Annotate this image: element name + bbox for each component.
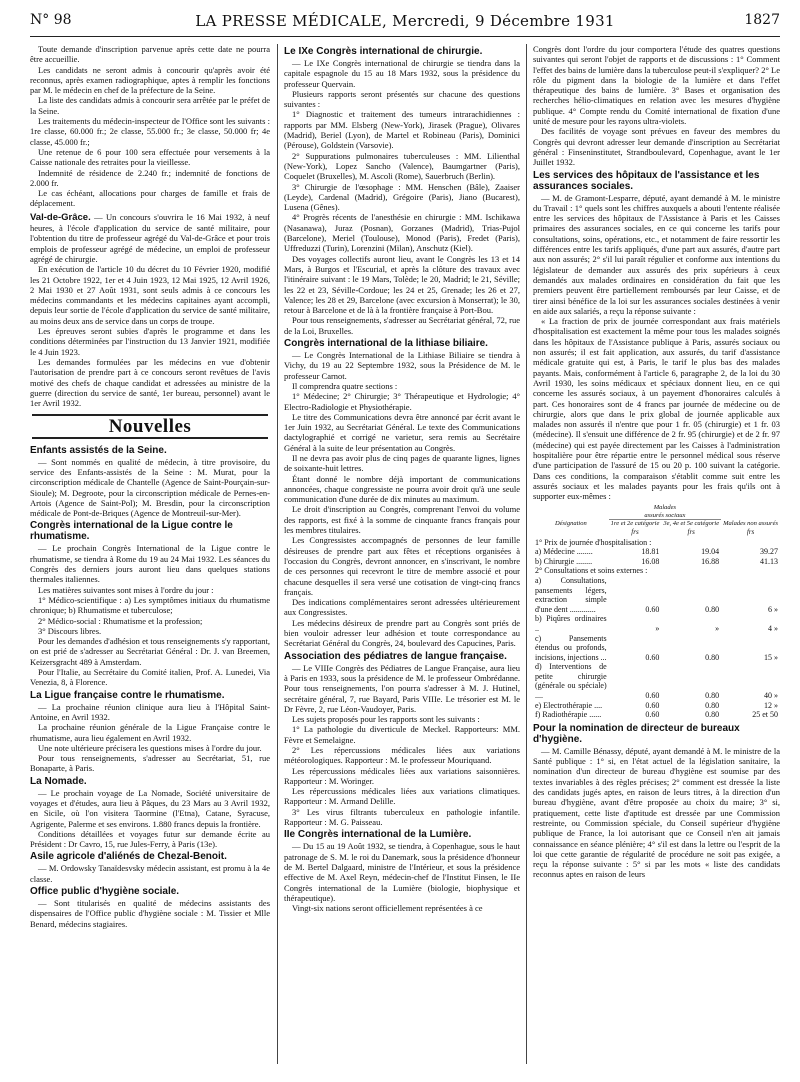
paragraph: 3° Les virus filtrants tuberculeux en pathologie infantile. Rapporteur : M. G. Paisseau. (284, 806, 520, 828)
paragraph: 2° Médico-social : Rhumatisme et la profession; (38, 615, 203, 626)
table-header-cell: Malades non assurés (723, 520, 778, 528)
paragraph: Indemnité de résidence de 2.240 fr.; indemnité de fonctions de 2.000 fr. (30, 167, 270, 188)
paragraph: La prochaine réunion générale de la Ligue Française contre le rhumatisme, aura lieu également en Avril 1932. (30, 722, 270, 743)
paragraph: Les demandes formulées par les médecins en vue d'obtenir l'autorisation de prendre part à ce concours seront revêtues de l'avis motivé des chefs de chaque candidat et adressées au ministre de la guerre (direction du service de santé, 1er bureau, personnel) avant le 1er Avril 1932. (30, 356, 270, 409)
paragraph: Des voyages collectifs auront lieu, avant le Congrès les 13 et 14 Mars, à Burgos et l'Escurial, et après la clôture des travaux avec l'itinéraire suivant : le 19 Mars, Tolède; le 20, Madrid; le 21, Séville; les 22 et 23, Séville-Cordoue; les 24 et 25, Grenade; les 26 et 27, Valence; les 28 et 29, Barcelone (avec excursion à Monserrat); le 30, retour à Barcelone et de là à la frontière française à Port-Bou. (284, 253, 520, 316)
column-divider (526, 44, 527, 1064)
table-row: a) Médecine ........ 18.81 19.04 39.27 (535, 547, 778, 557)
article-heading: La Ligue française contre le rhumatisme. (30, 689, 225, 701)
article-heading: Office public d'hygiène sociale. (30, 886, 180, 898)
paragraph: Pour tous renseignements, s'adresser au Secrétariat général, 72, rue de la Loi, Bruxelles. (284, 315, 520, 336)
tariff-table (533, 504, 780, 719)
paragraph: En exécution de l'article 10 du décret du 10 Février 1920, modifié les 21 Octobre 1922, 1er et 4 Juin 1923, 12 Mai 1925, 12 Avril 1926, 2 Mai 1930 et 27 Août 1931, sont seuls admis à ce concours les médecins commandants et les médecins capitaines ayant accompli, depuis leur sortie de l'école d'application du service de santé militaire, au moins deux ans de service dans un corps de troupe. (30, 264, 270, 326)
article-heading: Pour la nomination de directeur de bureaux d'hygiène. (533, 722, 740, 745)
article-heading: Association des pédiatres de langue française. (284, 650, 507, 662)
paragraph: 1° Médico-scientifique : a) Les symptômes initiaux du rhumatisme chronique; b) Rhumatisme et tuberculose; (30, 594, 270, 616)
journal-title: LA PRESSE MÉDICALE, Mercredi, 9 Décembre 1931 (195, 12, 615, 30)
table-row: b) Chirurgie ........ 16.08 16.88 41.13 (535, 556, 778, 566)
table-header-row (533, 520, 780, 528)
paragraph: Plusieurs rapports seront présentés sur chacune des questions suivantes : (284, 88, 520, 110)
paragraph: Les répercussions médicales liées aux variations saisonnières. Rapporteur : M. Woringer. (284, 765, 520, 786)
article-heading: Congrès international de la Ligue contre le rhumatisme. (30, 520, 233, 543)
paragraph: Le titre des Communications devra être annoncé par écrit avant le 1er Juin 1932, au Secrétariat Général. Le texte des Communications dactylographié et corrigé ne varietur, sera remis au Secrétaire Général à la suite de leur présentation au Congrès. (284, 411, 520, 453)
article-heading: La Nomade. (30, 775, 87, 787)
paragraph: — Sont nommés en qualité de médecin, à titre provisoire, du service des Enfants-assistés de la Seine : M. Murat, pour la circonscription médicale de Chantelle (Agence de Saint-Pourçain-sur-Sioule); M. Degroote, pour la circonscription médicale de Pernes-en-Artois (Agence de Saint-Pol); M. Bresdin, pour la circonscription médicale de Pont-de-Briques (Agence de Montreuil-sur-Mer). (30, 456, 270, 519)
paragraph: — Le IXe Congrès international de chirurgie se tiendra dans la capitale espagnole du 15 au 18 Mars 1932, sous la présidence du professeur Quervain. (284, 58, 520, 89)
paragraph: — M. Ordowsky Tanaïdesvsky médecin assistant, est promu à la 4e classe. (30, 863, 270, 884)
table-row: c) Pansements étendus ou profonds, incisions, injections ... 0.60 0.80 15 » (535, 633, 778, 662)
article-heading: Les services des hôpitaux de l'assistance et les assurances sociales. (533, 169, 760, 192)
paragraph: Toute demande d'inscription parvenue après cette date ne pourra être accueillie. (30, 44, 270, 65)
paragraph: Conditions détaillées et voyages futur sur demande écrite au Président : Dr Cavro, 15, rue Jules-Ferry, à Paris (13e). (30, 828, 270, 850)
paragraph: 4° Progrès récents de l'anesthésie en chirurgie : MM. Ischikawa (Nasanawa), Juraz (Posnan), Gorzanes (Madrid), Trias-Pujol (Barcelone), Meriel (Toulouse), Monod (Paris), Fredet (Paris), Uffreduzzi (Turin), Lorenzini (Milan), Anschutz (Kiel). (284, 212, 520, 254)
table-header-row (533, 504, 780, 520)
paragraph: — Le prochain voyage de La Nomade, Société universitaire de voyages et d'études, aura lieu à Pâques, du 23 Mars au 3 Avril 1932, en Sicile, où l'on visitera Taormine (l'Etna), Catane, Syracuse, Agrigente, Palerme et ses environs. 1.880 francs depuis la frontière. (30, 787, 270, 829)
table-row: 2° Consultations et soins externes : (535, 566, 648, 576)
paragraph: 1° Diagnostic et traitement des tumeurs intrarachidiennes : rapports par MM. Elsberg (New-York), Jirasek (Prague), Olivares (Madrid), Beriel (Lyon), de Martel et Robineau (Paris), Dominici (Pérouse), Goldstein (Varsovie). (284, 109, 520, 151)
table-row: e) Electrothérapie .... 0.60 0.80 12 » (535, 700, 778, 710)
table-row: b) Piqûres ordinaires .. » » 4 » (535, 614, 778, 633)
column-3 (533, 44, 780, 880)
paragraph: Les Congressistes accompagnés de personnes de leur famille désireuses de prendre part aux fêtes et réceptions organisées à l'occasion du Congrès, devront annoncer, en s'inscrivant, le nombre de ces personnes qui recevront le titre de membre associé et pour chacune desquelles il sera versé une cotisation de vingt-cinq francs français. (284, 535, 520, 597)
paragraph: Pour les demandes d'adhésion et tous renseignements s'y rapportant, on est prié de s'adresser au Secrétariat Général : Dr. J. van Breemen, Keizersgracht 489 à Amsterdam. (30, 636, 270, 667)
table-header-cell: 1re et 2e catégorie (610, 520, 660, 528)
table-row: 1° Prix de journée d'hospitalisation : (535, 537, 652, 547)
paragraph: 3° Chirurgie de l'œsophage : MM. Henschen (Bâle), Zaaiser (Leyde), Cardenal (Madrid), Grégoire (Paris), Jiano (Bucarest), Lusena (Gênes). (284, 181, 520, 213)
paragraph: Étant donné le nombre déjà important de communications annoncées, chaque congressiste ne pourra avoir droit qu'à une seule communication d'une durée de dix minutes au maximum. (284, 473, 520, 505)
paragraph: Des facilités de voyage sont prévues en faveur des membres du Congrès qui devront adresser leur demande d'inscription au Secrétariat général : Finseninstitutet, Strandboulevard, Copenhague, avant le 1er Juillet 1932. (533, 126, 780, 168)
paragraph: 2° Suppurations pulmonaires tuberculeuses : MM. Lilienthal (New-York), Lopez Sancho (Valence), Baumgartner (Paris), Coquelet (Bruxelles), M. Ascoli (Rome), Sauerbruch (Berlin). (284, 150, 520, 182)
article-heading: IIe Congrès international de la Lumière. (284, 829, 472, 841)
article-heading: Le IXe Congrès international de chirurgie. (284, 46, 483, 57)
table-header-cell: 3e, 4e et 5e catégorie (663, 520, 720, 528)
paragraph: — Le VIIIe Congrès des Pédiatres de Langue Française, aura lieu à Paris en 1933, sous la présidence de M. le professeur Ombrédanne. Pour tous renseignements, l'on pourra s'adresser à M. J. Hutinel, secrétaire général, 7, rue Bayard, Paris VIIIe. Le trésorier est M. le Dr Fèvre, 2, rue Léon-Vaudoyer, Paris. (284, 662, 520, 714)
header-rule (30, 36, 780, 37)
paragraph: Congrès dont l'ordre du jour comportera l'étude des quatres questions suivantes qui seront l'objet de rapports et de discussions : 1° Comment l'effet des bains de lumière dans la tuberculose peut-il s'expliquer? 2° Le rôle du pigment dans la biologie de la lumière et dans l'effet thérapeutique des bains de lumière. 3° Bases et organisation des recherches hélio-climatiques en relation avec les mesures d'hygiène publique. 4° Compte rendu du Comité international de fixation d'une unité de mesure pour les rayons ultra-violets. (533, 44, 780, 127)
paragraph: Une note ultérieure précisera les questions mises à l'ordre du jour. (38, 742, 262, 753)
paragraph: — M. Camille Bénassy, député, ayant demandé à M. le ministre de la Santé publique : 1° si, en l'état actuel de la législation sanitaire, la nomination d'un directeur de bureau d'hygiène est soumise par des textes invariables à des règles précises; 2° comment est dressée la liste des candidats jugés aptes, en raison de leurs titres, à la direction d'un bureau d'hygiène, avant d'être proposée au choix du maire; 3° si, pratiquement, cette liste d'aptitude est dressée par une Commission restreinte, ou Commission spéciale, du Conseil supérieur d'hygiène publique de France, la loi autorisant que ce Conseil n'en ait jamais connaissance en séance plénière; 4° s'il est dans la lettre ou l'esprit de la loi que cette garantie de régularité de procédure ne soit pas exigée, a reçu la réponse suivante : 5° si par les mots « liste des candidats reconnus aptes en raison de leurs (533, 745, 780, 880)
column-divider (277, 44, 278, 1064)
paragraph: Pour tous renseignements, s'adresser au Secrétariat, 51, rue Bonaparte, à Paris. (30, 753, 270, 774)
paragraph: Il comprendra quatre sections : (292, 380, 398, 391)
paragraph: Les matières suivantes sont mises à l'ordre du jour : (38, 584, 214, 595)
paragraph: — Sont titularisés en qualité de médecins assistants des dispensaires de l'Office public d'hygiène sociale : M. Tissier et Mlle Benard, médecins stagiaires. (30, 898, 270, 929)
paragraph: Vingt-six nations seront officiellement représentées à ce (292, 903, 483, 914)
paragraph: Les traitements du médecin-inspecteur de l'Office sont les suivants : 1re classe, 60.000 fr.; 2e classe, 55.000 fr.; 3e classe, 50.000 fr; 4e classe, 45.000 fr.; (30, 116, 270, 147)
paragraph: — Du 15 au 19 Août 1932, se tiendra, à Copenhague, sous le haut patronage de S. M. le roi du Danemark, sous la présidence d'honneur de M. Bertel Dalgaard, ministre de l'Intérieur, et sous la présidence effective de M. Axel Reyn, médecin-chef de l'Institut Finsen, le IIe Congrès international de la Lumière (biologie, biophysique et thérapeutique). (284, 841, 520, 903)
table-row: f) Radiothérapie ...... 0.60 0.80 25 et 50 (535, 710, 778, 720)
page-folio: 1827 (744, 12, 780, 28)
paragraph: Il ne devra pas avoir plus de cinq pages de quarante lignes, lignes de soixante-huit lettres. (284, 452, 520, 474)
paragraph: — M. de Gramont-Lesparre, député, ayant demandé à M. le ministre du Travail : 1° quels sont les chiffres auxquels a abouti l'entente réalisée entre les services des hôpitaux de l'Assistance à Paris et les Caisses primaires des assurances sociales, en ce qui concerne les tarifs pour consultations, soins, opérations, etc., et notamment de faire ressortir les différences entre les tarifs appliqués, d'une part aux assurés, d'autre part aux non assurés; 2° s'il lui paraît régulier et conforme aux intentions du législateur de demander aux assurés des prix supérieurs à ceux demandés aux malades ordinaires en considération du fait que les premiers peuvent être partiellement remboursés par leur Caisse, et de tirer ainsi bénéfice de la loi sur les assurances sociales destinées à venir en aide aux salariés, a reçu la réponse suivante : (533, 192, 780, 316)
issue-number: N° 98 (30, 12, 72, 28)
running-header (30, 12, 780, 36)
paragraph: Le cas échéant, allocations pour charges de famille et frais de déplacement. (30, 188, 270, 209)
table-row: a) Consultations, pansements légers, extraction simple d'une dent ............. 0.60 0.80 6 » (535, 575, 778, 614)
paragraph: 2° Les répercussions médicales liées aux variations météorologiques. Rapporteur : M. le professeur Mouriquand. (284, 745, 520, 766)
paragraph: Les médecins désireux de prendre part au Congrès sont priés de bien vouloir adresser leur adhésion et toute correspondance au Secrétariat Général du Congrès, 24, boulevard des Capucines, Paris. (284, 617, 520, 649)
paragraph: Les répercussions médicales liées aux variations climatiques. Rapporteur : M. Armand Delille. (284, 786, 520, 807)
paragraph: Les candidats ne seront admis à concourir qu'après avoir été reconnus, après examen radiographique, aptes à remplir les fonctions par M. le médecin en chef de la préfecture de la Seine. (30, 64, 270, 96)
paragraph: 3° Discours libres. (38, 625, 102, 636)
table-row: d) Interventions de petite chirurgie (générale ou spéciale) .... 0.60 0.80 40 » (535, 662, 778, 701)
paragraph: Des indications complémentaires seront adressées ultérieurement aux Congressistes. (284, 597, 520, 618)
table-header-cell: Désignation (554, 520, 587, 528)
paragraph: Les sujets proposés pour les rapports sont les suivants : (292, 714, 480, 725)
paragraph: La liste des candidats admis à concourir sera arrêtée par le préfet de la Seine. (30, 95, 270, 116)
paragraph: — Le prochain Congrès International de la Ligue contre le rhumatisme, se tiendra à Rome du 19 au 24 Mai 1932. Les séances du Congrès des derniers jours auront lieu dans quelques stations thermales italiennes. (30, 543, 270, 585)
article-heading: Enfants assistés de la Seine. (30, 444, 167, 456)
column-2 (284, 44, 520, 913)
article-val-de-grace (30, 212, 270, 264)
paragraph: 1° La pathologie du diverticule de Meckel. Rapporteurs: MM. Fèvre et Semelaigne. (284, 724, 520, 745)
article-text: — Un concours s'ouvrira le 16 Mai 1932, à neuf heures, à l'école d'application du service de santé militaire, pour l'obtention du titre de professeur agrégé du Val-de-Grâce et pour trois emplois de professeur agrégé de médecine, un emploi de professeur agrégé de chirurgie. (30, 211, 270, 264)
article-heading: Congrès international de la lithiase biliaire. (284, 338, 488, 350)
column-1 (30, 44, 270, 929)
paragraph: « La fraction de prix de journée correspondant aux frais matériels d'hospitalisation est exactement la même pour tous les malades soignés dans les hôpitaux de l'Assistance publique à Paris, assurés sociaux ou non assurés; il est fait application, aux assurés, du tarif d'assistance médicale gratuite qui est, à Paris, le tarif le plus bas des malades payants. Mais, conformément à l'article 6, paragraphe 2, de la loi du 30 Avril 1930, les soins médicaux et spéciaux donnent lieu, en ce qui concerne les assurés sociaux, à un payement d'honoraires calculés à part. Ces honoraires sont de 4 francs par journée de médecine ou de chirurgie, alors que dans le prix global de journée applicable aux malades non assurés il n'entre que pour 1 fr. 05 (chirurgie) et 1 fr. 03 (médecine). Il s'ensuit une différence de 2 fr. 95 (chirurgie) et de 2 fr. 97 (médecine) qui est payée directement par les Caisses à l'administration hospitalière pour être répartie entre le personnel médical sous réserve d'une participation de l'assuré de 15 ou 20 p. 100 suivant la catégorie. Dans ces conditions, la comparaison s'établit comme suit entre les assurés sociaux et les malades payants pour les frais qu'ils ont à supporter eux-mêmes : (533, 316, 780, 502)
article-heading: Val-de-Grâce. (30, 211, 91, 223)
paragraph: Les épreuves seront subies d'après le programme et dans les conditions déterminées par l'instruction du 13 Janvier 1921, modifiée le 4 Juin 1923. (30, 326, 270, 357)
table-header-group: Malades assurés sociaux (609, 504, 721, 520)
paragraph: Une retenue de 6 pour 100 sera effectuée pour versements à la Caisse nationale des retraites pour la vieillesse. (30, 146, 270, 168)
table-unit-row: frs frs frs (631, 527, 755, 536)
paragraph: 1° Médecine; 2° Chirurgie; 3° Thérapeutique et Hydrologie; 4° Electro-Radiologie et Physiothérapie. (284, 391, 520, 412)
paragraph: Le droit d'inscription au Congrès, comprenant l'envoi du volume des rapports, est fixé à la somme de cinquante francs français pour les membres titulaires. (284, 504, 520, 536)
paragraph: Pour l'Italie, au Secrétaire du Comité italien, Prof. A. Lunedei, Via Venezia, 8, à Florence. (30, 667, 270, 688)
paragraph: — La prochaine réunion clinique aura lieu à l'Hôpital Saint-Antoine, en Avril 1932. (30, 701, 270, 722)
section-banner (30, 414, 270, 438)
section-title: Nouvelles (108, 416, 192, 438)
article-heading: Asile agricole d'aliénés de Chezal-Benoit. (30, 851, 227, 863)
paragraph: — Le Congrès International de la Lithiase Biliaire se tiendra à Vichy, du 19 au 22 Septembre 1932, sous la Présidence de M. le professeur Carnot. (284, 350, 520, 381)
